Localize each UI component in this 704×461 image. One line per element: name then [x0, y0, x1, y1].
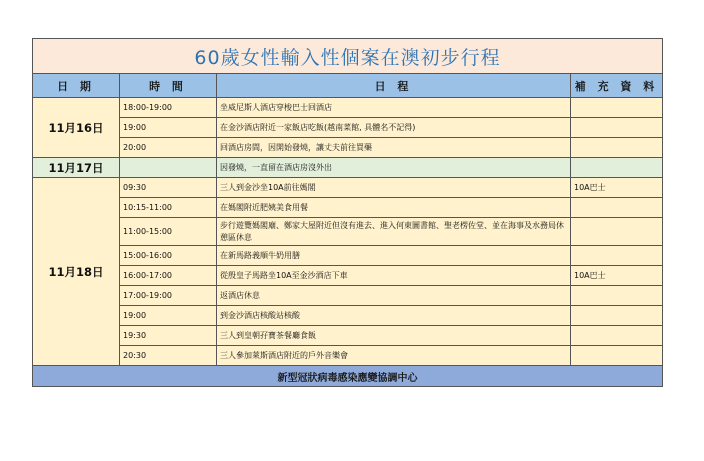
activity-cell: 坐威尼斯人酒店穿梭巴士回酒店 [217, 98, 571, 118]
table-row [33, 246, 663, 266]
time-cell: 20:00 [120, 138, 217, 158]
note-cell [571, 138, 663, 158]
activity-cell: 因發燒，一直留在酒店房沒外出 [217, 158, 571, 178]
itinerary-table [32, 38, 663, 387]
note-cell [571, 98, 663, 118]
time-cell: 11:00-15:00 [120, 218, 217, 246]
time-cell: 16:00-17:00 [120, 266, 217, 286]
time-cell: 19:00 [120, 306, 217, 326]
note-cell [571, 158, 663, 178]
note-cell [571, 286, 663, 306]
note-cell [571, 218, 663, 246]
time-cell [120, 158, 217, 178]
table-row [33, 138, 663, 158]
activity-cell: 步行遊覽媽閣廟、鄭家大屋附近但沒有進去、進入何東圖書館、聖老楞佐堂、並在海事及水務局休憩區休息 [217, 218, 571, 246]
activity-cell: 三人到皇朝孖寶茶餐廳食飯 [217, 326, 571, 346]
activity-cell: 返酒店休息 [217, 286, 571, 306]
date-cell: 11月18日 [33, 178, 120, 366]
time-cell: 17:00-19:00 [120, 286, 217, 306]
table-row [33, 346, 663, 366]
note-cell: 10A巴士 [571, 178, 663, 198]
note-cell [571, 246, 663, 266]
table-row [33, 218, 663, 246]
activity-cell: 三人參加萊斯酒店附近的戶外音樂會 [217, 346, 571, 366]
activity-cell: 回酒店房間，因開始發燒，讓丈夫前往買藥 [217, 138, 571, 158]
table-row [33, 158, 663, 178]
date-cell: 11月17日 [33, 158, 120, 178]
activity-cell: 三人到金沙坐10A前往媽閣 [217, 178, 571, 198]
table-row [33, 286, 663, 306]
table-row [33, 198, 663, 218]
header-time: 時 間 [120, 74, 217, 98]
page-title: 60歲女性輸入性個案在澳初步行程 [33, 39, 663, 74]
time-cell: 09:30 [120, 178, 217, 198]
activity-cell: 在媽閣附近肥姨美食用餐 [217, 198, 571, 218]
table-row [33, 326, 663, 346]
date-cell: 11月16日 [33, 98, 120, 158]
table-row [33, 266, 663, 286]
activity-cell: 從殷皇子馬路坐10A至金沙酒店下車 [217, 266, 571, 286]
header-schedule: 日 程 [217, 74, 571, 98]
table-row [33, 306, 663, 326]
time-cell: 15:00-16:00 [120, 246, 217, 266]
time-cell: 10:15-11:00 [120, 198, 217, 218]
header-date: 日 期 [33, 74, 120, 98]
table-row [33, 118, 663, 138]
activity-cell: 到金沙酒店核酸站核酸 [217, 306, 571, 326]
footer-org: 新型冠狀病毒感染應變協調中心 [33, 366, 663, 387]
time-cell: 18:00-19:00 [120, 98, 217, 118]
table-row [33, 178, 663, 198]
note-cell [571, 306, 663, 326]
header-notes: 補 充 資 料 [571, 74, 663, 98]
activity-cell: 在金沙酒店附近一家飯店吃飯(越南菜館, 具體名不記得) [217, 118, 571, 138]
note-cell [571, 326, 663, 346]
table-row [33, 98, 663, 118]
time-cell: 20:30 [120, 346, 217, 366]
time-cell: 19:30 [120, 326, 217, 346]
note-cell [571, 118, 663, 138]
activity-cell: 在新馬路義順牛奶用膳 [217, 246, 571, 266]
note-cell: 10A巴士 [571, 266, 663, 286]
note-cell [571, 198, 663, 218]
time-cell: 19:00 [120, 118, 217, 138]
note-cell [571, 346, 663, 366]
